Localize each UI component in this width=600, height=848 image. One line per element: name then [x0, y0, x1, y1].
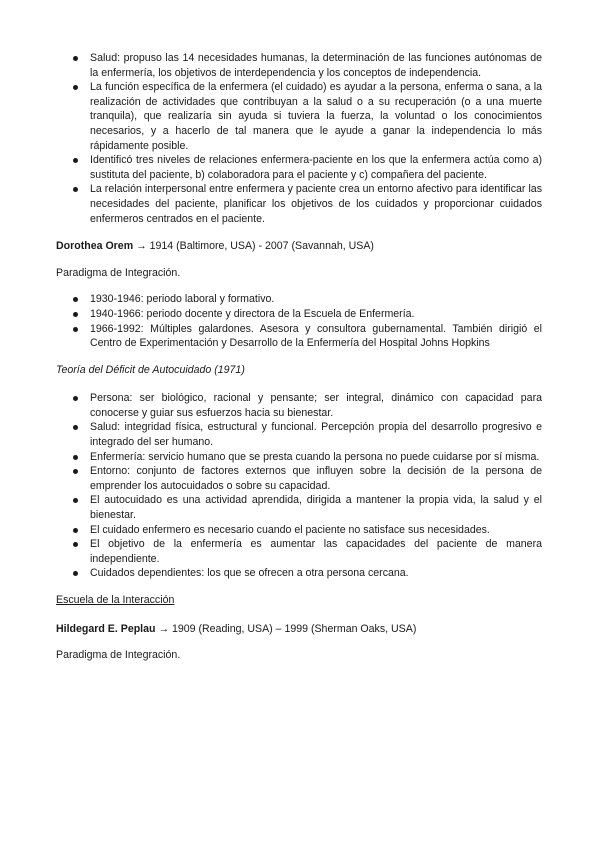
bullet-icon	[73, 498, 78, 503]
orem-paradigm: Paradigma de Integración.	[56, 266, 181, 279]
orem-heading	[56, 239, 542, 254]
list-item: Salud: propuso las 14 necesidades humanas, la determinación de las funciones autónomas de la enfermería, los objetivos de interdependencia y los conceptos de independencia.	[56, 51, 542, 80]
bullet-icon	[73, 571, 78, 576]
peplau-heading	[56, 622, 542, 637]
orem-name: Dorothea Orem	[56, 240, 134, 253]
bullet-icon	[73, 327, 78, 332]
bullet-icon	[73, 158, 78, 163]
bullet-icon	[73, 469, 78, 474]
bullet-icon	[73, 425, 78, 430]
peplau-paradigm: Paradigma de Integración.	[56, 649, 181, 662]
school-title: Escuela de la Interacción	[56, 594, 175, 606]
bullet-icon	[73, 455, 78, 460]
peplau-name: Hildegard E. Peplau	[56, 622, 156, 635]
bullet-icon	[73, 187, 78, 192]
list-item: Entorno: conjunto de factores externos que influyen sobre la decisión de la persona de emprender los autocuidados o sobre su capacidad.	[56, 464, 542, 493]
bullet-icon	[73, 297, 78, 302]
theory-title: Teoría del Déficit de Autocuidado (1971)	[56, 363, 245, 376]
list-item: El objetivo de la enfermería es aumentar las capacidades del paciente de manera independiente.	[56, 537, 542, 566]
list-item: El autocuidado es una actividad aprendida, dirigida a mantener la propia vida, la salud y el bienestar.	[56, 493, 542, 522]
page-content	[56, 51, 542, 663]
bullet-icon	[73, 85, 78, 90]
orem-timeline-list	[56, 292, 542, 350]
list-item: La función específica de la enfermera (el cuidado) es ayudar a la persona, enferma o sana, a la realización de actividades que contribuyan a la salud o a su recuperación (o a una muerte tranquila), que realizaría sin ayuda si tuviera la fuerza, la voluntad o los conocimientos necesarios, y a hacerlo de tal manera que le ayude a ganar la independencia lo más rápidamente posible.	[56, 80, 542, 153]
list-item: Enfermería: servicio humano que se presta cuando la persona no puede cuidarse por sí misma.	[56, 450, 542, 465]
list-item: Cuidados dependientes: los que se ofrecen a otra persona cercana.	[56, 566, 542, 581]
bullet-icon	[73, 396, 78, 401]
bullet-icon	[73, 56, 78, 61]
list-item: Salud: integridad física, estructural y funcional. Percepción propia del desarrollo progresivo e integrado del ser humano.	[56, 420, 542, 449]
orem-theory-list	[56, 391, 542, 581]
list-item: El cuidado enfermero es necesario cuando el paciente no satisface sus necesidades.	[56, 523, 542, 538]
bullet-icon	[73, 542, 78, 547]
bullet-icon	[73, 312, 78, 317]
list-item: 1930-1946: periodo laboral y formativo.	[56, 292, 542, 307]
peplau-dates: → 1909 (Reading, USA) – 1999 (Sherman Oaks, USA)	[155, 622, 417, 635]
bullet-icon	[73, 528, 78, 533]
orem-dates: → 1914 (Baltimore, USA) - 2007 (Savannah, USA)	[133, 240, 374, 253]
list-item: Persona: ser biológico, racional y pensante; ser integral, dinámico con capacidad para conocerse y guiar sus esfuerzos hacia su bienestar.	[56, 391, 542, 420]
list-item: 1966-1992: Múltiples galardones. Asesora y consultora gubernamental. También dirigió el Centro de Experimentación y Desarrollo de la Enfermería del Hospital Johns Hopkins	[56, 322, 542, 351]
list-item: Identificó tres niveles de relaciones enfermera-paciente en los que la enfermera actúa como a) sustituta del paciente, b) colaboradora para el paciente y c) compañera del paciente.	[56, 153, 542, 182]
henderson-concepts-list	[56, 51, 542, 226]
list-item: La relación interpersonal entre enfermera y paciente crea un entorno afectivo para identificar las necesidades del paciente, planificar los objetivos de los cuidados y proporcionar cuidados enfermeros centrados en el paciente.	[56, 182, 542, 226]
list-item: 1940-1966: periodo docente y directora de la Escuela de Enfermería.	[56, 307, 542, 322]
